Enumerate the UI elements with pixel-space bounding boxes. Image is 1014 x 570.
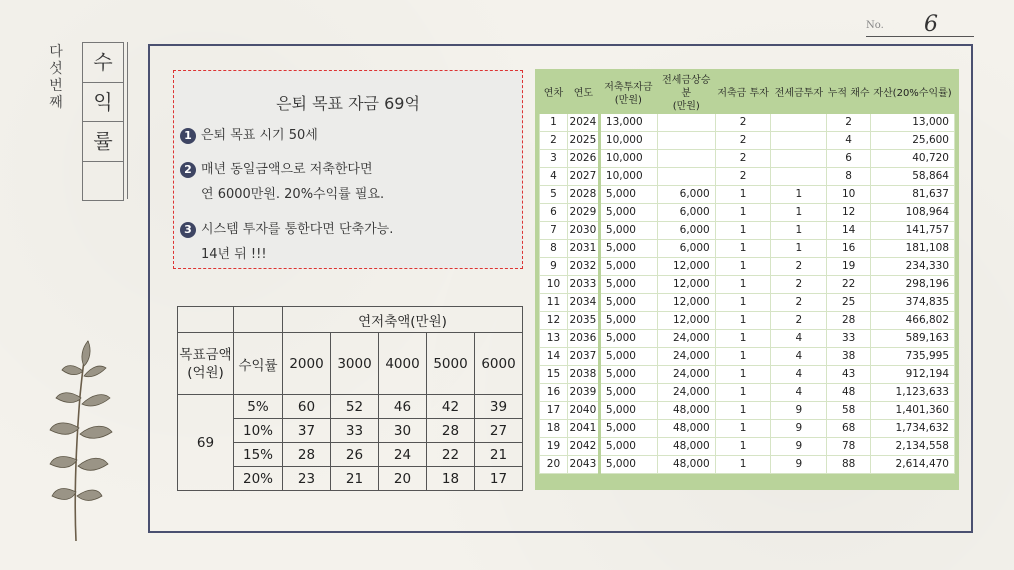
growth-table-cell: 17 bbox=[540, 402, 568, 420]
growth-table-cell: 2025 bbox=[567, 132, 599, 150]
period-table-cell: 30 bbox=[379, 419, 427, 443]
period-table-cell: 20 bbox=[379, 467, 427, 491]
growth-table-cell: 4 bbox=[771, 384, 827, 402]
growth-table-row bbox=[540, 456, 955, 474]
growth-table-cell: 43 bbox=[827, 366, 871, 384]
growth-table-cell: 7 bbox=[540, 222, 568, 240]
growth-table-cell: 40,720 bbox=[871, 150, 955, 168]
period-table-cell: 52 bbox=[331, 395, 379, 419]
growth-table-cell: 2034 bbox=[567, 294, 599, 312]
growth-table-cell: 2,134,558 bbox=[871, 438, 955, 456]
period-table-cell: 39 bbox=[475, 395, 523, 419]
growth-table-cell: 13,000 bbox=[871, 114, 955, 132]
growth-table-row bbox=[540, 312, 955, 330]
title-char: 익 bbox=[83, 83, 123, 123]
growth-table-row bbox=[540, 258, 955, 276]
growth-table-cell: 2037 bbox=[567, 348, 599, 366]
growth-table-cell: 1 bbox=[715, 456, 771, 474]
growth-table-cell: 2026 bbox=[567, 150, 599, 168]
growth-table-cell: 4 bbox=[827, 132, 871, 150]
growth-table-row bbox=[540, 402, 955, 420]
growth-table-cell: 10,000 bbox=[599, 168, 657, 186]
period-table-amount: 5000 bbox=[427, 333, 475, 395]
growth-table-cell: 4 bbox=[540, 168, 568, 186]
growth-table-cell: 19 bbox=[827, 258, 871, 276]
growth-table-row bbox=[540, 186, 955, 204]
growth-table-cell: 4 bbox=[771, 330, 827, 348]
growth-table-cell: 2,614,470 bbox=[871, 456, 955, 474]
growth-table-cell: 5,000 bbox=[599, 348, 657, 366]
growth-table-cell bbox=[657, 114, 715, 132]
goal-item-text: 14년 뒤 !!! bbox=[201, 247, 267, 262]
growth-table-cell: 68 bbox=[827, 420, 871, 438]
period-table bbox=[177, 306, 523, 491]
growth-table-cell: 9 bbox=[771, 402, 827, 420]
growth-table-cell: 48,000 bbox=[657, 456, 715, 474]
side-char: 번 bbox=[49, 78, 63, 94]
goal-item-2 bbox=[180, 157, 384, 207]
growth-table-cell: 1 bbox=[715, 420, 771, 438]
growth-table-cell: 12,000 bbox=[657, 294, 715, 312]
growth-table-cell: 3 bbox=[540, 150, 568, 168]
growth-table-cell: 5,000 bbox=[599, 420, 657, 438]
growth-table-cell: 9 bbox=[771, 438, 827, 456]
period-table-amount: 2000 bbox=[283, 333, 331, 395]
growth-table-cell: 5,000 bbox=[599, 186, 657, 204]
growth-table-cell: 1 bbox=[771, 186, 827, 204]
title-char: 률 bbox=[83, 122, 123, 162]
growth-table-header: 자산(20%수익률) bbox=[871, 74, 955, 114]
growth-table-cell: 4 bbox=[771, 366, 827, 384]
page-number-label: No. bbox=[866, 20, 884, 31]
growth-table-row bbox=[540, 348, 955, 366]
growth-table-cell: 5,000 bbox=[599, 330, 657, 348]
growth-table-cell: 6,000 bbox=[657, 204, 715, 222]
goal-item-text: 매년 동일금액으로 저축한다면 bbox=[201, 162, 373, 177]
period-table-rate: 15% bbox=[234, 443, 283, 467]
growth-table-cell bbox=[771, 168, 827, 186]
growth-table-header-row bbox=[540, 74, 955, 114]
growth-table-cell: 11 bbox=[540, 294, 568, 312]
growth-table-cell: 33 bbox=[827, 330, 871, 348]
growth-table-cell: 13 bbox=[540, 330, 568, 348]
growth-table-cell: 9 bbox=[771, 420, 827, 438]
growth-table-cell: 1 bbox=[715, 384, 771, 402]
growth-table-cell: 234,330 bbox=[871, 258, 955, 276]
growth-table-row bbox=[540, 204, 955, 222]
growth-table-cell: 16 bbox=[827, 240, 871, 258]
growth-table-cell: 5,000 bbox=[599, 312, 657, 330]
growth-table-cell: 2040 bbox=[567, 402, 599, 420]
period-table-cell: 37 bbox=[283, 419, 331, 443]
growth-table-cell: 1 bbox=[540, 114, 568, 132]
growth-table-cell: 5,000 bbox=[599, 240, 657, 258]
growth-table-cell: 1,401,360 bbox=[871, 402, 955, 420]
growth-table-cell: 4 bbox=[771, 348, 827, 366]
growth-table-header: 누적 채수 bbox=[827, 74, 871, 114]
growth-table-cell: 912,194 bbox=[871, 366, 955, 384]
period-table-cell: 17 bbox=[475, 467, 523, 491]
goal-item-text: 시스템 투자를 통한다면 단축가능. bbox=[201, 222, 394, 237]
growth-table-cell: 5 bbox=[540, 186, 568, 204]
growth-table-cell: 466,802 bbox=[871, 312, 955, 330]
growth-table-cell: 1,123,633 bbox=[871, 384, 955, 402]
growth-table-cell: 1 bbox=[715, 330, 771, 348]
growth-table-cell: 1 bbox=[715, 276, 771, 294]
goal-number-badge: 3 bbox=[180, 222, 196, 238]
period-table-corner bbox=[178, 307, 234, 333]
growth-table-cell: 10,000 bbox=[599, 150, 657, 168]
growth-table-row bbox=[540, 132, 955, 150]
growth-table-row bbox=[540, 150, 955, 168]
growth-table-cell: 12,000 bbox=[657, 276, 715, 294]
growth-table-cell: 58,864 bbox=[871, 168, 955, 186]
growth-table-cell: 10 bbox=[827, 186, 871, 204]
goal-box bbox=[173, 70, 523, 269]
period-table-col-rate: 수익률 bbox=[234, 333, 283, 395]
growth-table-cell: 38 bbox=[827, 348, 871, 366]
growth-table-row bbox=[540, 438, 955, 456]
growth-table-row bbox=[540, 276, 955, 294]
growth-table-cell: 48,000 bbox=[657, 438, 715, 456]
growth-table-cell: 18 bbox=[540, 420, 568, 438]
growth-table-cell: 5,000 bbox=[599, 384, 657, 402]
period-table-cell: 21 bbox=[331, 467, 379, 491]
growth-table-cell: 1 bbox=[715, 186, 771, 204]
side-char: 째 bbox=[49, 95, 63, 111]
growth-table-row bbox=[540, 294, 955, 312]
growth-table-cell: 9 bbox=[540, 258, 568, 276]
growth-table-cell: 108,964 bbox=[871, 204, 955, 222]
title-char bbox=[83, 162, 123, 201]
growth-table-cell: 2028 bbox=[567, 186, 599, 204]
growth-table-cell: 48,000 bbox=[657, 402, 715, 420]
goal-number-badge: 2 bbox=[180, 162, 196, 178]
growth-table-cell: 5,000 bbox=[599, 456, 657, 474]
growth-table-cell: 1 bbox=[715, 438, 771, 456]
growth-table-wrapper bbox=[535, 69, 959, 490]
period-table-amount: 6000 bbox=[475, 333, 523, 395]
growth-table-row bbox=[540, 114, 955, 132]
growth-table-cell: 1 bbox=[715, 312, 771, 330]
period-table-cell: 27 bbox=[475, 419, 523, 443]
growth-table-cell: 5,000 bbox=[599, 204, 657, 222]
page-number-value: 6 bbox=[924, 12, 938, 37]
period-table-cell: 22 bbox=[427, 443, 475, 467]
growth-table-cell: 1 bbox=[771, 204, 827, 222]
growth-table-cell: 2036 bbox=[567, 330, 599, 348]
growth-table-row bbox=[540, 384, 955, 402]
growth-table-cell: 1 bbox=[715, 204, 771, 222]
period-table-col-target: 목표금액 (억원) bbox=[178, 333, 234, 395]
growth-table-cell: 19 bbox=[540, 438, 568, 456]
growth-table-row bbox=[540, 240, 955, 258]
period-table-cell: 28 bbox=[427, 419, 475, 443]
growth-table-cell: 2 bbox=[771, 258, 827, 276]
growth-table-cell: 2 bbox=[715, 132, 771, 150]
growth-table-cell: 1 bbox=[771, 222, 827, 240]
period-table-cell: 21 bbox=[475, 443, 523, 467]
growth-table-header: 연차 bbox=[540, 74, 568, 114]
goal-item-text: 은퇴 목표 시기 50세 bbox=[201, 128, 318, 143]
period-table-rate: 10% bbox=[234, 419, 283, 443]
goal-item-1 bbox=[180, 123, 318, 148]
growth-table-cell bbox=[657, 132, 715, 150]
growth-table-cell: 1 bbox=[715, 258, 771, 276]
growth-table-cell: 2041 bbox=[567, 420, 599, 438]
growth-table-cell: 2024 bbox=[567, 114, 599, 132]
period-table-amount: 4000 bbox=[379, 333, 427, 395]
growth-table-cell: 81,637 bbox=[871, 186, 955, 204]
growth-table-cell: 181,108 bbox=[871, 240, 955, 258]
growth-table-row bbox=[540, 168, 955, 186]
growth-table-cell: 28 bbox=[827, 312, 871, 330]
growth-table-cell: 24,000 bbox=[657, 366, 715, 384]
growth-table-row bbox=[540, 222, 955, 240]
period-table-cell: 24 bbox=[379, 443, 427, 467]
growth-table-cell: 2 bbox=[715, 168, 771, 186]
leaf-branch-illustration bbox=[36, 336, 120, 546]
growth-table-cell: 8 bbox=[827, 168, 871, 186]
growth-table-cell: 2032 bbox=[567, 258, 599, 276]
growth-table-cell bbox=[771, 114, 827, 132]
period-table-cell: 33 bbox=[331, 419, 379, 443]
growth-table-cell: 5,000 bbox=[599, 294, 657, 312]
growth-table-cell: 12,000 bbox=[657, 312, 715, 330]
growth-table-cell: 298,196 bbox=[871, 276, 955, 294]
period-table-cell: 23 bbox=[283, 467, 331, 491]
growth-table-cell: 5,000 bbox=[599, 258, 657, 276]
side-char: 섯 bbox=[49, 61, 63, 77]
growth-table-cell: 24,000 bbox=[657, 330, 715, 348]
growth-table-cell: 6 bbox=[540, 204, 568, 222]
growth-table-row bbox=[540, 366, 955, 384]
growth-table-cell: 5,000 bbox=[599, 438, 657, 456]
growth-table-cell: 22 bbox=[827, 276, 871, 294]
growth-table-cell: 5,000 bbox=[599, 366, 657, 384]
goal-number-badge: 1 bbox=[180, 128, 196, 144]
growth-table-cell: 9 bbox=[771, 456, 827, 474]
growth-table-cell: 6,000 bbox=[657, 240, 715, 258]
side-char: 다 bbox=[49, 44, 63, 60]
period-table-rate: 20% bbox=[234, 467, 283, 491]
growth-table-cell: 141,757 bbox=[871, 222, 955, 240]
growth-table-row bbox=[540, 420, 955, 438]
growth-table bbox=[539, 73, 955, 474]
growth-table-cell: 5,000 bbox=[599, 402, 657, 420]
growth-table-cell: 1 bbox=[715, 402, 771, 420]
growth-table-cell bbox=[771, 150, 827, 168]
growth-table-cell: 1 bbox=[771, 240, 827, 258]
period-table-cell: 18 bbox=[427, 467, 475, 491]
growth-table-cell: 5,000 bbox=[599, 276, 657, 294]
period-table-cell: 26 bbox=[331, 443, 379, 467]
section-title-box bbox=[82, 42, 124, 201]
period-table-corner bbox=[234, 307, 283, 333]
growth-table-cell: 88 bbox=[827, 456, 871, 474]
growth-table-cell: 48 bbox=[827, 384, 871, 402]
growth-table-cell: 6,000 bbox=[657, 186, 715, 204]
growth-table-cell: 48,000 bbox=[657, 420, 715, 438]
growth-table-cell: 1 bbox=[715, 240, 771, 258]
growth-table-row bbox=[540, 330, 955, 348]
period-table-cell: 60 bbox=[283, 395, 331, 419]
growth-table-header: 저축금 투자 bbox=[715, 74, 771, 114]
growth-table-cell: 5,000 bbox=[599, 222, 657, 240]
growth-table-header: 전세금투자 bbox=[771, 74, 827, 114]
period-table-cell: 42 bbox=[427, 395, 475, 419]
growth-table-cell: 12 bbox=[540, 312, 568, 330]
side-vertical-label bbox=[47, 44, 65, 112]
growth-table-cell: 735,995 bbox=[871, 348, 955, 366]
goal-item-3 bbox=[180, 217, 393, 267]
growth-table-cell: 374,835 bbox=[871, 294, 955, 312]
growth-table-cell: 58 bbox=[827, 402, 871, 420]
growth-table-cell: 1 bbox=[715, 294, 771, 312]
growth-table-cell: 2035 bbox=[567, 312, 599, 330]
growth-table-cell: 2038 bbox=[567, 366, 599, 384]
growth-table-cell: 2029 bbox=[567, 204, 599, 222]
growth-table-cell: 24,000 bbox=[657, 348, 715, 366]
title-char: 수 bbox=[83, 43, 123, 83]
period-table-cell: 46 bbox=[379, 395, 427, 419]
growth-table-cell: 1,734,632 bbox=[871, 420, 955, 438]
growth-table-header: 전세금상승분 (만원) bbox=[657, 74, 715, 114]
growth-table-cell: 8 bbox=[540, 240, 568, 258]
period-table-cell: 28 bbox=[283, 443, 331, 467]
growth-table-cell: 20 bbox=[540, 456, 568, 474]
growth-table-header: 저축투자금 (만원) bbox=[599, 74, 657, 114]
growth-table-cell: 2039 bbox=[567, 384, 599, 402]
title-divider-line bbox=[127, 42, 128, 199]
growth-table-cell: 12 bbox=[827, 204, 871, 222]
period-table-header-span: 연저축액(만원) bbox=[283, 307, 523, 333]
growth-table-cell: 25,600 bbox=[871, 132, 955, 150]
growth-table-cell: 2 bbox=[715, 114, 771, 132]
growth-table-cell: 2 bbox=[771, 312, 827, 330]
growth-table-cell: 2042 bbox=[567, 438, 599, 456]
growth-table-cell: 2 bbox=[540, 132, 568, 150]
growth-table-cell: 24,000 bbox=[657, 384, 715, 402]
growth-table-cell: 10,000 bbox=[599, 132, 657, 150]
growth-table-cell: 15 bbox=[540, 366, 568, 384]
growth-table-cell: 13,000 bbox=[599, 114, 657, 132]
growth-table-cell: 2 bbox=[771, 294, 827, 312]
growth-table-cell: 25 bbox=[827, 294, 871, 312]
period-table-target-value: 69 bbox=[178, 395, 234, 491]
period-table-rate: 5% bbox=[234, 395, 283, 419]
growth-table-cell: 1 bbox=[715, 222, 771, 240]
growth-table-cell: 10 bbox=[540, 276, 568, 294]
growth-table-cell: 6 bbox=[827, 150, 871, 168]
growth-table-cell bbox=[657, 168, 715, 186]
growth-table-cell: 2043 bbox=[567, 456, 599, 474]
goal-title: 은퇴 목표 자금 69억 bbox=[276, 94, 420, 113]
growth-table-cell: 2033 bbox=[567, 276, 599, 294]
growth-table-cell: 6,000 bbox=[657, 222, 715, 240]
growth-table-cell: 2 bbox=[771, 276, 827, 294]
growth-table-cell: 2 bbox=[827, 114, 871, 132]
growth-table-cell: 1 bbox=[715, 348, 771, 366]
growth-table-cell: 1 bbox=[715, 366, 771, 384]
growth-table-cell: 2031 bbox=[567, 240, 599, 258]
growth-table-cell: 78 bbox=[827, 438, 871, 456]
growth-table-cell: 12,000 bbox=[657, 258, 715, 276]
growth-table-cell: 16 bbox=[540, 384, 568, 402]
page-number-line bbox=[866, 12, 974, 37]
goal-item-text: 연 6000만원. 20%수익률 필요. bbox=[201, 187, 385, 202]
growth-table-cell: 14 bbox=[827, 222, 871, 240]
growth-table-cell: 589,163 bbox=[871, 330, 955, 348]
growth-table-cell bbox=[657, 150, 715, 168]
growth-table-cell: 2 bbox=[715, 150, 771, 168]
growth-table-cell: 2030 bbox=[567, 222, 599, 240]
growth-table-cell: 14 bbox=[540, 348, 568, 366]
period-table-amount: 3000 bbox=[331, 333, 379, 395]
growth-table-header: 연도 bbox=[567, 74, 599, 114]
growth-table-cell: 2027 bbox=[567, 168, 599, 186]
growth-table-cell bbox=[771, 132, 827, 150]
